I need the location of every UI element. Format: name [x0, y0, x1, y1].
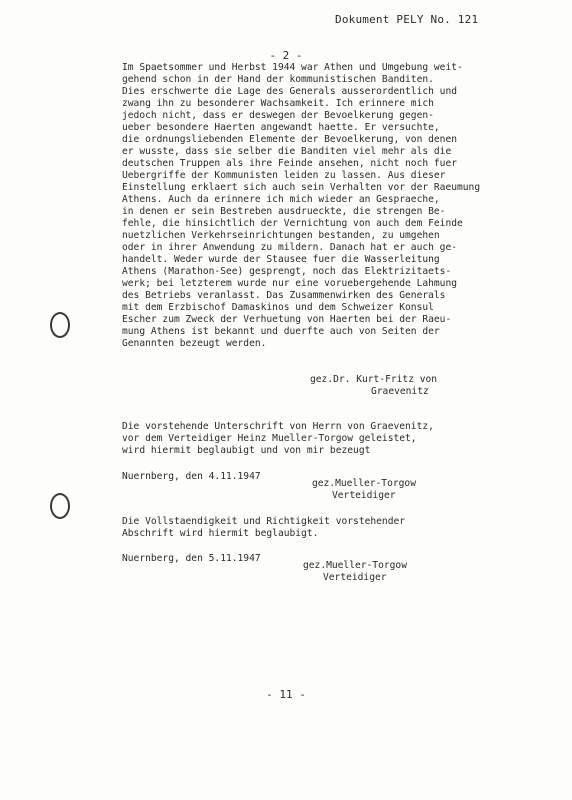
page-number-top: - 2 -: [269, 49, 303, 62]
page-number-bottom: - 11 -: [266, 688, 306, 701]
body-line: er wusste, dass sie selber die Banditen viel mehr als die: [122, 146, 452, 157]
body-line: mit dem Erzbischof Damaskinos und dem Schweizer Konsul: [122, 302, 434, 313]
certification-line: Abschrift wird hiermit beglaubigt.: [122, 528, 319, 539]
body-line: gehend schon in der Hand der kommunistischen Banditen.: [122, 74, 434, 85]
body-line: deutschen Truppen als ihre Feinde ansehen, nicht noch fuer: [122, 158, 458, 169]
certification-line: wird hiermit beglaubigt und von mir bezeugt: [122, 445, 371, 456]
body-line: Escher zum Zweck der Verhuetung von Haerten bei der Raeu-: [122, 314, 452, 325]
signature-name: gez.Mueller-Torgow: [312, 478, 416, 489]
certification-line: Die Vollstaendigkeit und Richtigkeit vorstehender: [122, 516, 406, 527]
body-line: handelt. Weder wurde der Stausee fuer die Wasserleitung: [122, 254, 440, 265]
place-date: Nuernberg, den 5.11.1947: [122, 553, 261, 564]
body-line: die ordnungsliebenden Elemente der Bevoelkerung, von denen: [122, 134, 458, 145]
certification-line: vor dem Verteidiger Heinz Mueller-Torgow geleistet,: [122, 433, 417, 444]
body-line: ueber besondere Haerten angewandt haette. Er versuchte,: [122, 122, 440, 133]
body-line: fehle, die hinsichtlich der Vernichtung von auch dem Feinde: [122, 218, 463, 229]
signature-name-cont: Graevenitz: [371, 386, 429, 397]
signature-name: gez.Mueller-Torgow: [303, 560, 407, 571]
body-line: Dies erschwerte die Lage des Generals ausserordentlich und: [122, 86, 458, 97]
body-line: werk; bei letzterem wurde nur eine voruebergehende Lahmung: [122, 278, 458, 289]
body-line: Genannten bezeugt werden.: [122, 338, 267, 349]
body-line: jedoch nicht, dass er deswegen der Bevoelkerung gegen-: [122, 110, 434, 121]
signature-title: Verteidiger: [332, 490, 396, 501]
place-date: Nuernberg, den 4.11.1947: [122, 471, 261, 482]
body-line: Einstellung erklaert sich auch sein Verhalten vor der Raeumung: [122, 182, 481, 193]
body-line: des Betriebs veranlasst. Das Zusammenwirken des Generals: [122, 290, 446, 301]
punch-hole-top: [50, 312, 70, 338]
body-line: in denen er sein Bestreben ausdrueckte, die strengen Be-: [122, 206, 446, 217]
body-line: oder in ihrer Anwendung zu mildern. Danach hat er auch ge-: [122, 242, 458, 253]
body-line: Uebergriffe der Kommunisten leiden zu lassen. Aus dieser: [122, 170, 446, 181]
body-line: Im Spaetsommer und Herbst 1944 war Athen und Umgebung weit-: [122, 62, 463, 73]
body-line: Athens (Marathon-See) gesprengt, noch das Elektrizitaets-: [122, 266, 452, 277]
body-line: zwang ihn zu besonderer Wachsamkeit. Ich erinnere mich: [122, 98, 434, 109]
document-number: Dokument PELY No. 121: [335, 13, 479, 26]
certification-line: Die vorstehende Unterschrift von Herrn von Graevenitz,: [122, 421, 434, 432]
punch-hole-bottom: [50, 493, 70, 519]
body-line: mung Athens ist bekannt und duerfte auch von Seiten der: [122, 326, 440, 337]
signature-name: gez.Dr. Kurt-Fritz von: [310, 374, 438, 385]
body-line: nuetzlichen Verkehrseinrichtungen bestanden, zu umgehen: [122, 230, 440, 241]
body-line: Athens. Auch da erinnere ich mich wieder an Gespraeche,: [122, 194, 440, 205]
signature-title: Verteidiger: [323, 572, 387, 583]
